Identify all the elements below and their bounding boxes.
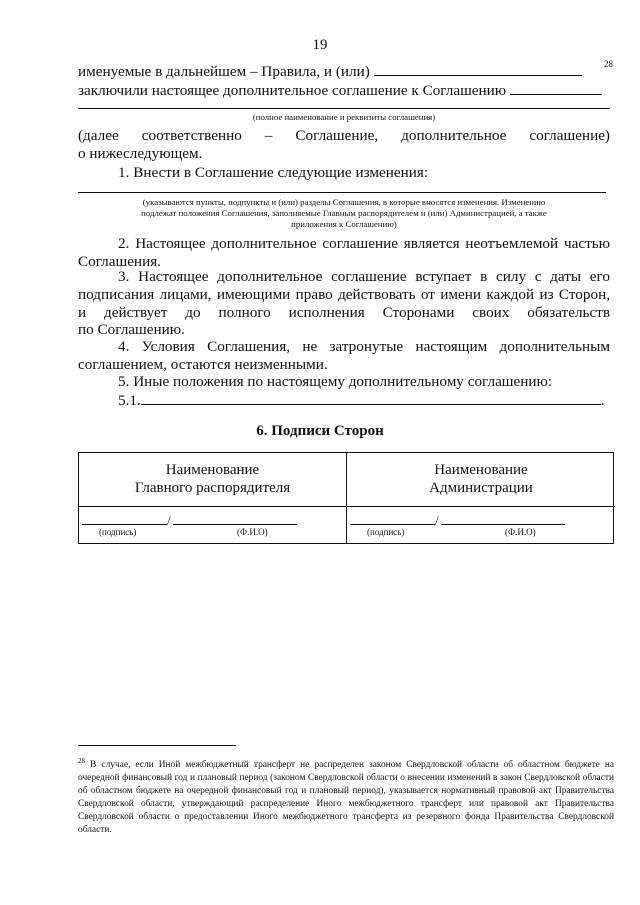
- administration-signature-field[interactable]: [350, 524, 435, 525]
- signatures-table: [78, 452, 614, 544]
- main-manager-signature-field[interactable]: [82, 524, 167, 525]
- administration-heading: [347, 461, 615, 497]
- caption-changes: [78, 197, 610, 230]
- paragraph-2-line-1: 2. Настоящее дополнительное соглашение является неотъемлемой частью: [118, 235, 610, 252]
- main-manager-name-label: (Ф.И.О): [237, 527, 268, 537]
- section-title-signatures: 6. Подписи Сторон: [256, 423, 384, 439]
- paragraph-1: 1. Внести в Соглашение следующие изменения:: [118, 164, 429, 181]
- paragraph-5-1: [118, 390, 610, 410]
- footnote-text: В случае, если Иной межбюджетный трансферт не распределен законом Свердловской области об областном бюджете на очередной финансовый год и плановый период (законом Свердловской области о внесении изменений в закон Свердловской области об областном бюджете на очередной финансовый год и плановый период), указывается нормативный правовой акт Правительства Свердловской области, утверждающий распределение Иного межбюджетного трансферт или правовой акт Правительства Свердловской области о предоставлении Иного межбюджетного трансферта из резервного фонда Правительства Свердловской области.: [78, 760, 615, 836]
- main-manager-heading-line-2: Главного распорядителя: [134, 480, 291, 496]
- caption-changes-line-2: подлежат положения Соглашения, заполняемые Главным распорядителем и (или) Администрацией, а также: [141, 208, 547, 218]
- paragraph-5-1-number: 5.1.: [118, 392, 141, 409]
- blank-other-agreement[interactable]: [374, 61, 582, 76]
- text-hereinafter: (далее соответственно – Соглашение, дополнительное соглашение): [78, 127, 610, 144]
- signature-divider: [79, 506, 346, 507]
- administration-name-field[interactable]: [441, 524, 565, 525]
- text-named-rules: именуемые в дальнейшем – Правила, и (или): [78, 63, 370, 80]
- administration-signature-label: (подпись): [367, 527, 405, 537]
- signature-divider: [347, 506, 615, 507]
- footnote: [78, 755, 614, 837]
- text-line-named-rules: [78, 61, 602, 81]
- paragraph-4-line-2: соглашением, остаются неизменными.: [78, 356, 328, 373]
- footnote-mark: 28: [78, 757, 85, 765]
- blank-agreement-ref[interactable]: [510, 80, 602, 95]
- blank-changes[interactable]: [78, 192, 606, 193]
- main-manager-heading-line-1: Наименование: [165, 462, 260, 478]
- slash: /: [435, 513, 439, 528]
- text-concluded: заключили настоящее дополнительное соглашение к Соглашению: [78, 82, 507, 99]
- paragraph-5: 5. Иные положения по настоящему дополнительному соглашению:: [118, 373, 553, 390]
- slash: /: [167, 513, 171, 528]
- text-line-concluded: [78, 80, 608, 100]
- caption-changes-line-1: (указываются пункты, подпункты и (или) разделы Соглашения, в которые вносятся изменения. Изменению: [142, 197, 546, 207]
- paragraph-5-1-end: .: [600, 392, 605, 409]
- text-as-follows: о нижеследующем.: [78, 145, 203, 162]
- signature-column-administration: [347, 453, 615, 543]
- blank-agreement-full-name[interactable]: [78, 108, 610, 109]
- caption-agreement-name: (полное наименование и реквизиты соглашения): [252, 112, 436, 122]
- administration-name-label: (Ф.И.О): [505, 527, 536, 537]
- paragraph-3-line-4: по Соглашению.: [78, 321, 185, 338]
- administration-heading-line-1: Наименование: [434, 462, 528, 478]
- blank-5-1[interactable]: [141, 390, 601, 405]
- paragraph-3-line-2: подписания лицами, имеющими право действовать от имени каждой из Сторон,: [78, 286, 610, 303]
- paragraph-2-line-2: Соглашения.: [78, 253, 161, 270]
- paragraph-3-line-3: и действует до полного исполнения Сторонами своих обязательств: [78, 304, 610, 321]
- main-manager-signature-label: (подпись): [99, 527, 137, 537]
- paragraph-3-line-1: 3. Настоящее дополнительное соглашение вступает в силу с даты его: [118, 268, 610, 285]
- administration-heading-line-2: Администрации: [429, 480, 533, 496]
- footnote-reference[interactable]: 28: [604, 59, 613, 69]
- footnote-separator: [78, 745, 236, 746]
- paragraph-4-line-1: 4. Условия Соглашения, не затронутые настоящим дополнительным: [118, 338, 610, 355]
- main-manager-name-field[interactable]: [173, 524, 297, 525]
- page-number: 19: [312, 37, 328, 53]
- main-manager-heading: [79, 461, 346, 497]
- signature-column-main-manager: [79, 453, 347, 543]
- caption-changes-line-3: приложения к Соглашению): [291, 219, 397, 229]
